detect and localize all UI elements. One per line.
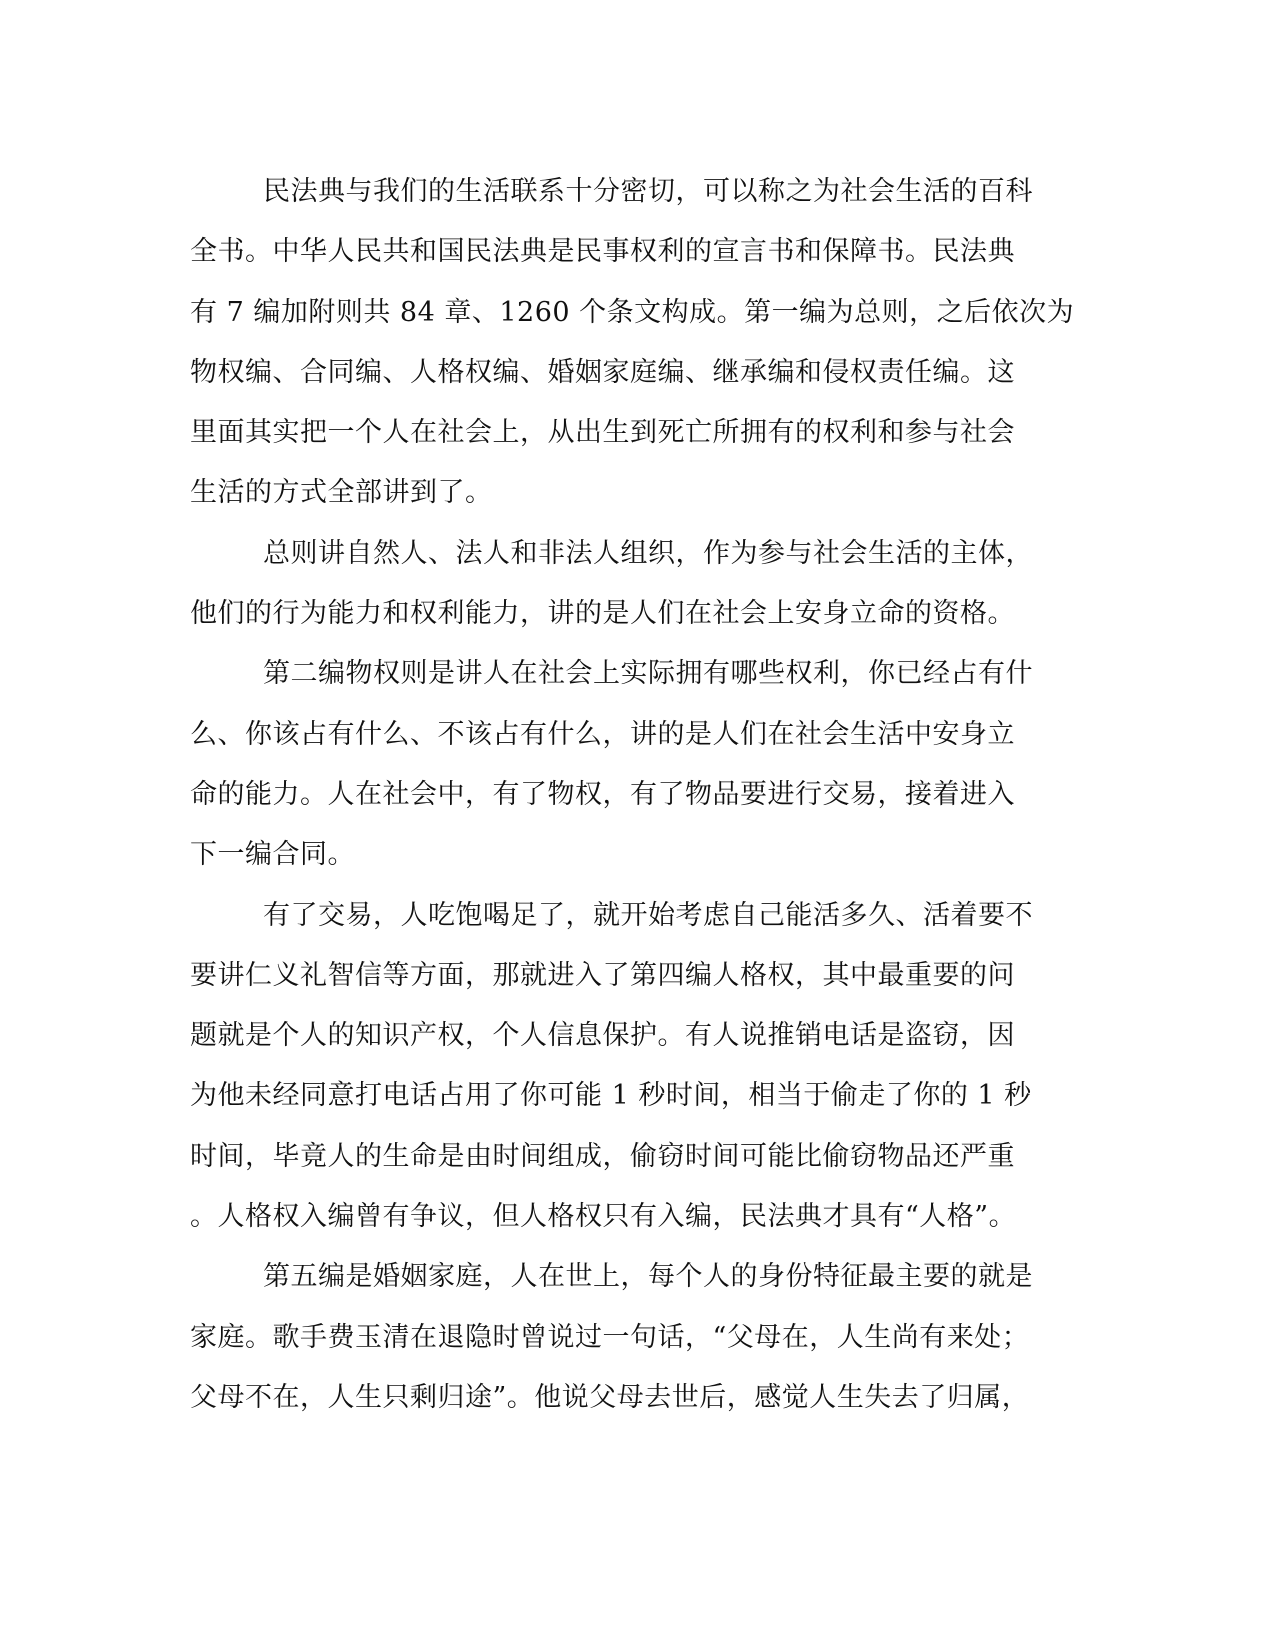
text-line: 民法典与我们的生活联系十分密切，可以称之为社会生活的百科: [263, 176, 1033, 207]
text-line: 里面其实把一个人在社会上，从出生到死亡所拥有的权利和参与社会: [190, 417, 1015, 449]
paragraph-general-provisions: [190, 524, 1085, 645]
text-line: 时间，毕竟人的生命是由时间组成，偷窃时间可能比偷窃物品还严重: [190, 1140, 1015, 1172]
text-line: 他们的行为能力和权利能力，讲的是人们在社会上安身立命的资格。: [190, 598, 1015, 630]
text-line: 家庭。歌手费玉清在退隐时曾说过一句话，“父母在，人生尚有来处；: [190, 1321, 1030, 1353]
text-line: 全书。中华人民共和国民法典是民事权利的宣言书和保障书。民法典: [190, 236, 1015, 268]
text-line: 总则讲自然人、法人和非法人组织，作为参与社会生活的主体，: [263, 537, 1033, 569]
text-line: 第五编是婚姻家庭，人在世上，每个人的身份特征最主要的就是: [263, 1261, 1033, 1293]
text-line: 第二编物权则是讲人在社会上实际拥有哪些权利，你已经占有什: [263, 658, 1033, 690]
text-line: 有 7 编加附则共 84 章、1260 个条文构成。第一编为总则，之后依次为: [190, 296, 1075, 328]
text-line: 要讲仁义礼智信等方面，那就进入了第四编人格权，其中最重要的问: [190, 959, 1015, 991]
text-line: 物权编、合同编、人格权编、婚姻家庭编、继承编和侵权责任编。这: [190, 356, 1015, 388]
paragraph-personality-rights: [190, 886, 1085, 1248]
text-line: 为他未经同意打电话占用了你可能 1 秒时间，相当于偷走了你的 1 秒: [190, 1080, 1032, 1112]
paragraph-property-rights: [190, 644, 1085, 885]
text-line: 有了交易，人吃饱喝足了，就开始考虑自己能活多久、活着要不: [263, 899, 1033, 931]
text-line: 生活的方式全部讲到了。: [190, 477, 493, 509]
text-line: 么、你该占有什么、不该占有什么，讲的是人们在社会生活中安身立: [190, 718, 1015, 750]
text-line: 下一编合同。: [190, 839, 355, 871]
text-line: 命的能力。人在社会中，有了物权，有了物品要进行交易，接着进入: [190, 778, 1015, 810]
text-line: 父母不在，人生只剩归途”。他说父母去世后，感觉人生失去了归属，: [190, 1381, 1030, 1413]
text-line: 。人格权入编曾有争议，但人格权只有入编，民法典才具有“人格”。: [190, 1201, 1017, 1233]
paragraph-civil-code-overview: [190, 162, 1085, 524]
paragraph-marriage-family: [190, 1247, 1085, 1428]
body-text: [190, 162, 1085, 1428]
text-line: 题就是个人的知识产权，个人信息保护。有人说推销电话是盗窃，因: [190, 1020, 1015, 1052]
